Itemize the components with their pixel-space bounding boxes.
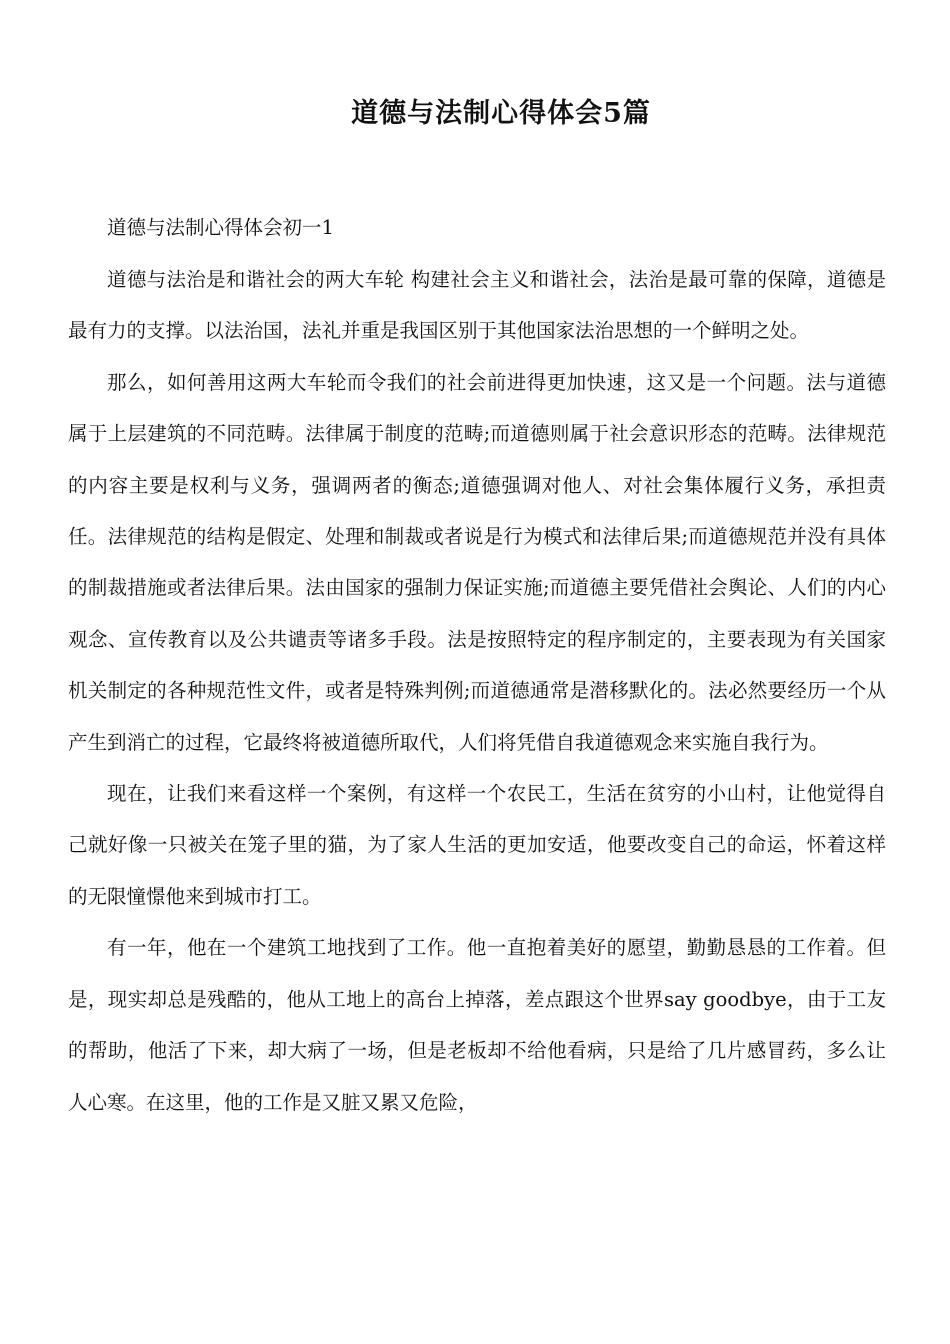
paragraph: 道德与法治是和谐社会的两大车轮 构建社会主义和谐社会，法治是最可靠的保障，道德是最有力的支撑。以法治国，法礼并重是我国区别于其他国家法治思想的一个鲜明之处。 [68,268,886,343]
paragraph: 现在，让我们来看这样一个案例，有这样一个农民工，生活在贫穷的小山村，让他觉得自己就好像一只被关在笼子里的猫，为了家人生活的更加安适，他要改变自己的命运，怀着这样的无限憧憬他来到城市打工。 [68,782,886,908]
paragraph: 那么，如何善用这两大车轮而令我们的社会前进得更加快速，这又是一个问题。法与道德属于上层建筑的不同范畴。法律属于制度的范畴;而道德则属于社会意识形态的范畴。法律规范的内容主要是权利与义务，强调两者的衡态;道德强调对他人、对社会集体履行义务，承担责任。法律规范的结构是假定、处理和制裁或者说是行为模式和法律后果;而道德规范并没有具体的制裁措施或者法律后果。法由国家的强制力保证实施;而道德主要凭借社会舆论、人们的内心观念、宣传教育以及公共谴责等诸多手段。法是按照特定的程序制定的，主要表现为有关国家机关制定的各种规范性文件，或者是特殊判例;而道德通常是潜移默化的。法必然要经历一个从产生到消亡的过程，它最终将被道德所取代，人们将凭借自我道德观念来实施自我行为。 [68,370,886,754]
document-body [68,206,886,1128]
paragraph: 有一年，他在一个建筑工地找到了工作。他一直抱着美好的愿望，勤勤恳恳的工作着。但是，现实却总是残酷的，他从工地上的高台上掉落，差点跟这个世界say goodbye，由于工友的帮助，他活了下来，却大病了一场，但是老板却不给他看病，只是给了几片感冒药，多么让人心寒。在这里，他的工作是又脏又累又危险， [68,936,886,1114]
section-heading: 道德与法制心得体会初一1 [107,216,334,239]
document-title: 道德与法制心得体会5篇 [351,98,651,129]
